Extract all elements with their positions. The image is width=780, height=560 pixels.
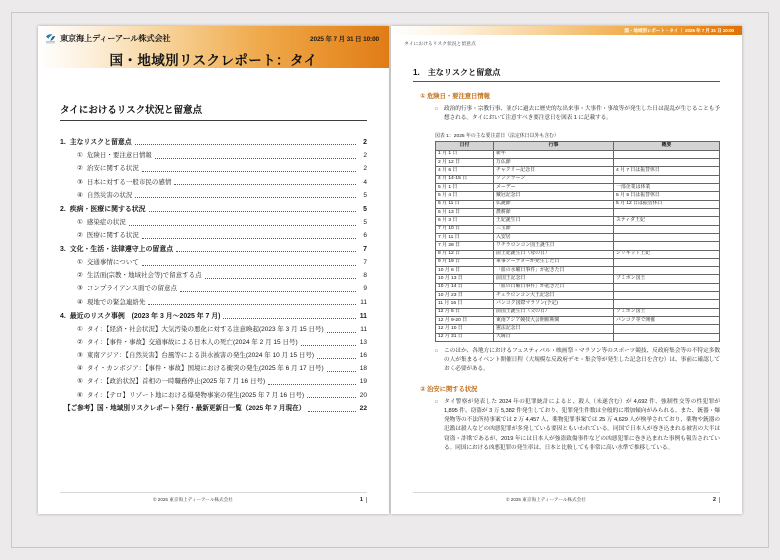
subsection-2-paragraph — [435, 398, 720, 453]
table-header-row — [436, 142, 720, 150]
toc-entry-label: タイ・カンボジア：【事件・事故】国境における衝突の発生(2025 年 6 月 17 日号) — [86, 365, 324, 373]
toc-entry-label: 危険日・要注意日情報 — [86, 152, 152, 160]
after-table-paragraph — [435, 347, 720, 375]
toc-entry-number: ⑥ — [77, 391, 83, 399]
table-column-header: 行事 — [494, 142, 614, 150]
toc-entry-number: ② — [77, 231, 83, 239]
report-main-title: 国・地域別リスクレポート：タイ — [109, 53, 318, 68]
page2-section-divider — [413, 81, 720, 82]
toc-entry-page: 16 — [359, 352, 367, 360]
table-cell: 前国王記念日 — [494, 275, 614, 283]
toc-entry-label: 生活面(宗教・地域社会等)で留意する点 — [86, 272, 202, 280]
table-cell: スティダ王妃 — [614, 217, 720, 225]
subsection-1-paragraph-text: 政治的行事・宗教行事、並びに過去に歴史的な出来事・大事件・事故等が発生した日は混乱が生じることも予想される。タイにおいて注意すべき要注意日を図表 1 に記載する。 — [444, 106, 720, 122]
toc-entry-number: ② — [77, 272, 83, 280]
toc-entry-label: タイ：【政治状況】首相の一時職務停止(2025 年 7 月 16 日号) — [86, 378, 266, 386]
toc-entry-number: ② — [77, 165, 83, 173]
toc-leader-dots — [142, 232, 356, 239]
table-cell: バンコク等で開催 — [614, 317, 720, 325]
toc-leader-dots — [142, 165, 356, 172]
table-body — [436, 150, 720, 341]
page2-body — [391, 67, 742, 453]
toc-leader-dots — [149, 205, 356, 212]
table-cell: シリキット王妃 — [614, 250, 720, 258]
table-row — [436, 300, 720, 308]
table-cell: 大晦日 — [494, 333, 614, 341]
toc-leader-dots — [301, 339, 356, 346]
toc-leader-dots — [308, 405, 356, 412]
subsection-heading-2: ② 治安に関する状況 — [420, 385, 478, 393]
table-cell: 5 月 5 日は振替休日 — [614, 192, 720, 200]
table-cell — [614, 242, 720, 250]
table-cell — [614, 258, 720, 266]
table-cell: 9 月 19 日 — [436, 258, 494, 266]
company-name: 東京海上ディーアール株式会社 — [60, 34, 171, 43]
table-row — [436, 333, 720, 341]
table-cell: 12 月 9-20 日 — [436, 317, 494, 325]
toc-entry-page: 20 — [359, 391, 367, 399]
toc-entry-page: 6 — [363, 231, 367, 239]
toc-entry-page: 22 — [359, 404, 367, 412]
report-timestamp: 2025 年 7 月 31 日 10:00 — [310, 36, 379, 43]
toc-entry-number: 4. — [60, 312, 66, 320]
square-bullet-icon: □ — [435, 106, 438, 111]
toc-entry-number: ④ — [77, 365, 83, 373]
table-cell: 4 月 14-15 日 — [436, 175, 494, 183]
table-cell: 三宝節 — [494, 225, 614, 233]
toc-entry-label: 現地での緊急連絡先 — [86, 298, 146, 306]
toc-entry-label: 医療に関する状況 — [86, 231, 139, 239]
toc-leader-dots — [155, 152, 356, 159]
toc-entry[interactable] — [60, 312, 367, 321]
table-cell — [614, 233, 720, 241]
table-cell: 7 月 10 日 — [436, 225, 494, 233]
after-table-paragraph-text: このほか、各地方におけるフェスティバル・映画祭・マラソン等のスポーツ競技、反政府集会等の不特定多数の人が集まるイベント開催日程（大規模な反政府デモ・集会等が発生した記念日を含む）は、事前に確認しておく必要がある。 — [444, 347, 720, 373]
subsection-heading-1: ① 危険日・要注意日情報 — [420, 93, 490, 100]
toc-entry-page: 5 — [363, 191, 367, 199]
table-cell: プミポン国王 — [614, 275, 720, 283]
table-row — [436, 192, 720, 200]
table-cell: 「血の水曜日事件」が起きた日 — [494, 267, 614, 275]
table-cell — [614, 267, 720, 275]
toc-entry-page: 2 — [363, 152, 367, 160]
table-cell: 王妃誕生日 — [494, 217, 614, 225]
toc-entry[interactable] — [60, 391, 367, 400]
table-cell: 一部企業は休業 — [614, 184, 720, 192]
table-cell — [614, 159, 720, 167]
toc-entry[interactable] — [60, 138, 367, 147]
toc-entry-label: 【ご参考】国・地域別リスクレポート発行・最新更新日一覧（2025 年 7 月現在） — [64, 404, 306, 412]
table-column-header: 日付 — [436, 142, 494, 150]
toc-entry[interactable] — [60, 365, 367, 374]
table-cell: メーデー — [494, 184, 614, 192]
toc-entry-page: 7 — [363, 259, 367, 267]
toc-entry-page: 18 — [359, 365, 367, 373]
table-cell — [614, 175, 720, 183]
toc-entry-page: 19 — [359, 378, 367, 386]
tokio-marine-logo-icon — [45, 33, 56, 44]
toc-entry-number: ① — [77, 218, 83, 226]
table-row — [436, 200, 720, 208]
toc-entry[interactable] — [60, 205, 367, 214]
toc-entry-label: 疾病・医療に関する状況 — [69, 205, 146, 213]
table-cell: 10 月 23 日 — [436, 292, 494, 300]
toc-entry-page: 2 — [363, 139, 367, 146]
page2-footer — [391, 497, 742, 503]
page1-title-divider — [60, 120, 367, 121]
toc-leader-dots — [268, 378, 356, 385]
toc-leader-dots — [223, 312, 356, 319]
table-cell: チュラロンコン大王記念日 — [494, 292, 614, 300]
toc-entry-label: 自然災害の状況 — [86, 191, 133, 199]
table-row — [436, 184, 720, 192]
table-cell: 憲法記念日 — [494, 325, 614, 333]
toc-entry[interactable] — [60, 152, 367, 161]
page2-running-head: タイにおけるリスク状況と留意点 — [404, 42, 476, 47]
toc-entry-number: 3. — [60, 245, 66, 253]
toc-entry-page: 8 — [363, 272, 367, 280]
table-cell: 前王妃誕生日（母の日） — [494, 250, 614, 258]
toc-entry[interactable] — [60, 219, 367, 228]
requires-caution-dates-table — [435, 141, 720, 342]
subsection-1-paragraph — [435, 105, 720, 123]
table-cell — [614, 300, 720, 308]
table-cell: 前国王誕生日（父の日） — [494, 308, 614, 316]
table-row — [436, 208, 720, 216]
toc-entry[interactable] — [60, 191, 367, 200]
table-row — [436, 159, 720, 167]
table-cell: 11 月 16 日 — [436, 300, 494, 308]
toc-entry-number: ③ — [77, 178, 83, 186]
table-cell: 仏誕節 — [494, 200, 614, 208]
table-row — [436, 267, 720, 275]
page1-section-title: タイにおけるリスク状況と留意点 — [60, 105, 203, 116]
table-cell — [614, 150, 720, 158]
toc-entry-label: 日本に対する一般市民の感情 — [86, 178, 172, 186]
toc-entry[interactable] — [60, 178, 367, 187]
toc-leader-dots — [142, 259, 356, 266]
page2-footer-divider — [413, 492, 720, 493]
table-row — [436, 258, 720, 266]
toc-entry[interactable] — [60, 285, 367, 294]
toc-entry[interactable] — [60, 326, 367, 335]
table-cell: 農耕節 — [494, 208, 614, 216]
toc-entry-label: 治安に関する状況 — [86, 165, 139, 173]
toc-entry-label: 文化・生活・法律遵守上の留意点 — [69, 245, 174, 253]
figure-caption: 図表 1：2025 年の主な要注意日（法定休日以外も含む） — [435, 134, 559, 140]
table-cell: ワチラロンコン国王誕生日 — [494, 242, 614, 250]
table-cell: 10 月 6 日 — [436, 267, 494, 275]
table-row — [436, 175, 720, 183]
page2-copyright: © 2025 東京海上ディーアール株式会社 — [506, 497, 586, 502]
toc-entry-number: ② — [77, 338, 83, 346]
table-cell: 12 月 10 日 — [436, 325, 494, 333]
table-cell: 12 月 31 日 — [436, 333, 494, 341]
toc-entry-label: 交通事情について — [86, 259, 139, 267]
square-bullet-icon: □ — [435, 347, 438, 353]
toc-entry-page: 5 — [363, 205, 367, 213]
table-row — [436, 283, 720, 291]
toc-entry[interactable] — [60, 232, 367, 241]
table-cell: プミポン国王 — [614, 308, 720, 316]
page2-section-heading: 1. 主なリスクと留意点 — [413, 68, 501, 77]
table-cell: 「血の日曜日事件」が起きた日 — [494, 283, 614, 291]
toc-entry[interactable] — [60, 165, 367, 174]
toc-entry-number: ① — [77, 152, 83, 160]
page1-title-banner — [38, 26, 389, 68]
table-cell: 東南アジア競技大会開催期間 — [494, 317, 614, 325]
square-bullet-icon: □ — [435, 398, 438, 404]
table-cell: 万仏節 — [494, 159, 614, 167]
table-cell: チャクリー記念日 — [494, 167, 614, 175]
toc-leader-dots — [174, 178, 356, 185]
table-cell — [614, 208, 720, 216]
table-cell: 5 月 13 日 — [436, 208, 494, 216]
toc-entry[interactable] — [60, 339, 367, 348]
table-cell: 戴冠記念日 — [494, 192, 614, 200]
toc-entry-page: 5 — [363, 218, 367, 226]
toc-entry-label: 感染症の状況 — [86, 218, 126, 226]
table-row — [436, 150, 720, 158]
table-cell: 5 月 12 日は振替休日 — [614, 200, 720, 208]
page1-banner-top-row — [38, 26, 389, 47]
table-cell: 2 月 12 日 — [436, 159, 494, 167]
table-cell: 6 月 3 日 — [436, 217, 494, 225]
toc-entry[interactable] — [60, 298, 367, 307]
table-row — [436, 308, 720, 316]
toc-entry-page: 7 — [363, 245, 367, 253]
toc-entry[interactable] — [60, 272, 367, 281]
page2-header-bar — [391, 26, 742, 35]
toc-entry-label: タイ：【テロ】リゾート地における爆発物事案の発生(2025 年 7 月 16 日号) — [86, 391, 305, 399]
toc-entry-page: 4 — [363, 178, 367, 186]
toc-entry-number: ⑤ — [77, 378, 83, 386]
toc-entry-number: ④ — [77, 298, 83, 306]
table-cell: 4 月 6 日 — [436, 167, 494, 175]
table-cell — [614, 333, 720, 341]
document-page-1[interactable] — [38, 26, 389, 514]
toc-entry-label: 最近のリスク事例 (2023 年 3 月～2025 年 7 月) — [69, 312, 221, 320]
table-cell: 10 月 14 日 — [436, 283, 494, 291]
toc-entry[interactable] — [60, 378, 367, 387]
toc-leader-dots — [317, 352, 356, 359]
toc-entry-page: 13 — [359, 338, 367, 346]
table-row — [436, 217, 720, 225]
toc-entry[interactable] — [60, 259, 367, 268]
table-cell: 5 月 4 日 — [436, 192, 494, 200]
table-cell: 5 月 11 日 — [436, 200, 494, 208]
toc-entry-number: ③ — [77, 285, 83, 293]
toc-entry-page: 11 — [360, 325, 367, 333]
toc-entry-number: 1. — [60, 139, 66, 146]
toc-leader-dots — [129, 219, 356, 226]
page1-page-number: 1 — [326, 497, 367, 503]
table-cell: ソンクラーン — [494, 175, 614, 183]
page1-footer — [38, 497, 389, 503]
toc-entry[interactable] — [60, 352, 367, 361]
table-cell: 1 月 1 日 — [436, 150, 494, 158]
page2-header-bar-text: 国・地域別レポート・タイ ｜ 2025 年 7 月 31 日 10:00 — [624, 27, 734, 33]
table-cell — [614, 225, 720, 233]
toc-leader-dots — [327, 326, 356, 333]
toc-entry[interactable] — [60, 245, 367, 254]
toc-leader-dots — [180, 285, 356, 292]
page1-footer-divider — [60, 492, 367, 493]
table-cell: 4 月 7 日は振替休日 — [614, 167, 720, 175]
toc-leader-dots — [148, 298, 356, 305]
table-row — [436, 325, 720, 333]
table-row — [436, 225, 720, 233]
subsection-2-paragraph-text: タイ警察が発表した 2024 年の犯罪統計によると、殺人（未遂含む）が 4,692 件、強制性交等の性犯罪が 1,895 件、窃盗が 3 万 5,382 件発生しており、犯罪発生件数は全般的に増加傾向がみられる。また、銃器・爆発物等の不法所持事案では 2 万 4,457 人、薬物犯罪事案では 25 万 4,629 人が検挙されており、薬物や銃器の氾濫は殺人などの凶悪犯罪が多発している要因ともいわれている。同国で日本人が巻き込まれる被害の大半は窃盗・詐欺であるが、2019 年には日本人が強盗致傷事件などの凶悪犯罪に巻き込まれた事例も報告されている。同国における凶悪犯罪の発生率は、日本と比較しても非常に高い水準で推移している。 — [444, 398, 720, 451]
toc-leader-dots — [205, 272, 356, 279]
page2-page-number: 2 — [679, 497, 720, 503]
table-row — [436, 250, 720, 258]
table-cell: 軍事クーデターが発生した日 — [494, 258, 614, 266]
toc-leader-dots — [327, 365, 356, 372]
toc-entry-number: ④ — [77, 191, 83, 199]
toc-entry-label: 主なリスクと留意点 — [69, 139, 132, 146]
toc-entry-number: ③ — [77, 352, 83, 360]
table-cell: 新年 — [494, 150, 614, 158]
document-viewer[interactable] — [11, 12, 769, 548]
page1-body — [38, 102, 389, 414]
toc-entry-number: 2. — [60, 205, 66, 213]
table-cell — [614, 325, 720, 333]
table-row — [436, 275, 720, 283]
toc-leader-dots — [176, 245, 356, 252]
table-cell: 7 月 28 日 — [436, 242, 494, 250]
table-cell: 10 月 13 日 — [436, 275, 494, 283]
toc-entry-page: 11 — [359, 312, 367, 320]
table-row — [436, 317, 720, 325]
toc-entry-number: ① — [77, 259, 83, 267]
table-cell: 12 月 5 日 — [436, 308, 494, 316]
table-row — [436, 167, 720, 175]
table-cell: 入安居 — [494, 233, 614, 241]
toc-entry-label: タイ：【事件・事故】交通事故による日本人の死亡(2024 年 2 月 15 日号) — [86, 338, 298, 346]
toc-leader-dots — [307, 391, 356, 398]
toc-entry-page: 11 — [360, 298, 367, 306]
toc-entry-number: ① — [77, 325, 83, 333]
table-cell: 8 月 12 日 — [436, 250, 494, 258]
table-cell — [614, 283, 720, 291]
table-cell: 5 月 1 日 — [436, 184, 494, 192]
toc-entry-label: コンプライアンス面での留意点 — [86, 285, 177, 293]
table-row — [436, 233, 720, 241]
table-cell: バンコク国際マラソン(予定) — [494, 300, 614, 308]
toc-leader-dots — [135, 138, 356, 145]
toc-leader-dots — [135, 191, 356, 198]
toc-entry-page: 9 — [363, 285, 367, 293]
table-column-header: 概要 — [614, 142, 720, 150]
table-cell: 7 月 11 日 — [436, 233, 494, 241]
toc-entry[interactable] — [60, 405, 367, 414]
table-row — [436, 292, 720, 300]
page1-copyright: © 2025 東京海上ディーアール株式会社 — [153, 497, 233, 502]
table-of-contents — [60, 138, 367, 414]
table-cell — [614, 292, 720, 300]
toc-entry-page: 2 — [363, 165, 367, 173]
document-page-2[interactable] — [391, 26, 742, 514]
table-row — [436, 242, 720, 250]
toc-entry-label: 東南アジア：【自然災害】台風等による洪水被害の発生(2024 年 10 月 15 日号) — [86, 352, 315, 360]
toc-entry-label: タイ：【経済・社会状況】大気汚染の悪化に対する注意喚起(2023 年 3 月 15 日号) — [86, 325, 324, 333]
